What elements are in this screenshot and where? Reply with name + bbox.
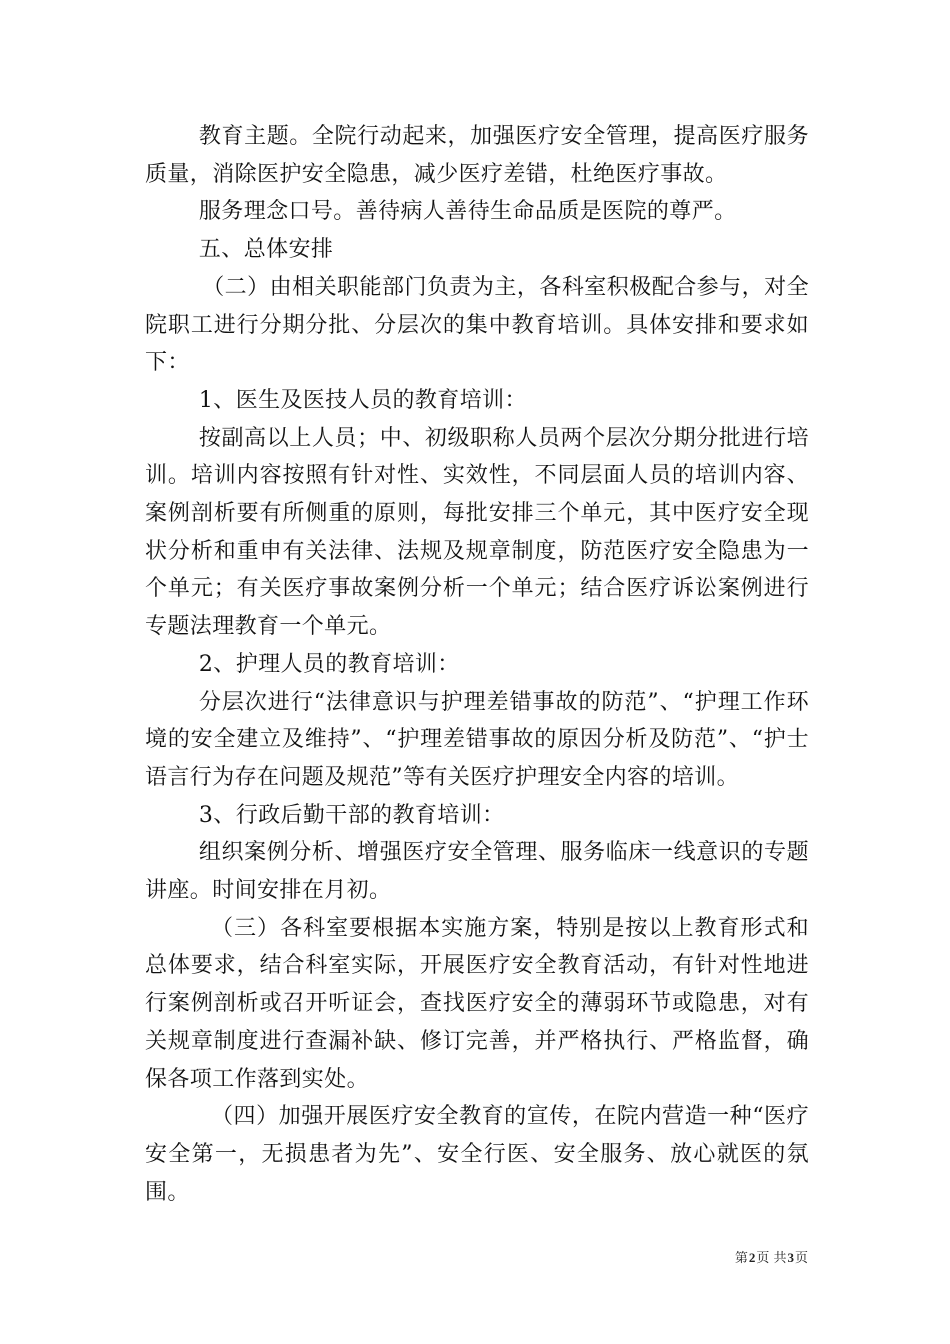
paragraph-education-theme: 教育主题。全院行动起来，加强医疗安全管理，提高医疗服务质量，消除医护安全隐患，减少医疗差错，杜绝医疗事故。 (145, 124, 809, 187)
subheading-nurses-training: 2、护理人员的教育培训： (198, 651, 460, 677)
page-number-footer (735, 1247, 808, 1266)
paragraph-service-slogan: 服务理念口号。善待病人善待生命品质是医院的尊严。 (198, 199, 737, 225)
subheading-doctors-training: 1、医生及医技人员的教育培训： (198, 387, 527, 413)
paragraph-nurses-training: 分层次进行“法律意识与护理差错事故的防范”、“护理工作环境的安全建立及维持”、“护理差错事故的原因分析及防范”、“护士语言行为存在问题及规范”等有关医疗护理安全内容的培训。 (145, 689, 809, 790)
footer-prefix: 第 (734, 1251, 748, 1266)
section-heading-overall-arrangement: 五、总体安排 (198, 237, 334, 263)
paragraph-item-2: （二）由相关职能部门负责为主，各科室积极配合参与，对全院职工进行分期分批、分层次的集中教育培训。具体安排和要求如下： (145, 274, 809, 376)
footer-suffix: 页 (794, 1251, 808, 1266)
footer-total-pages: 3 (787, 1250, 794, 1265)
footer-current-page: 2 (748, 1250, 756, 1265)
document-body (145, 118, 809, 1211)
paragraph-item-3: （三）各科室要根据本实施方案，特别是按以上教育形式和总体要求，结合科室实际，开展医疗安全教育活动，有针对性地进行案例剖析或召开听证会，查找医疗安全的薄弱环节或隐患，对有关规章制度进行查漏补缺、修订完善，并严格执行、严格监督，确保各项工作落到实处。 (145, 915, 809, 1092)
paragraph-item-4: （四）加强开展医疗安全教育的宣传，在院内营造一种“医疗安全第一，无损患者为先”、安全行医、安全服务、放心就医的氛围。 (145, 1104, 809, 1205)
subheading-admin-training: 3、行政后勤干部的教育培训： (198, 802, 505, 828)
paragraph-admin-training: 组织案例分析、增强医疗安全管理、服务临床一线意识的专题讲座。时间安排在月初。 (145, 840, 809, 904)
paragraph-doctors-training: 按副高以上人员；中、初级职称人员两个层次分期分批进行培训。培训内容按照有针对性、实效性，不同层面人员的培训内容、案例剖析要有所侧重的原则，每批安排三个单元，其中医疗安全现状分析和重申有关法律、法规及规章制度，防范医疗安全隐患为一个单元；有关医疗事故案例分析一个单元；结合医疗诉讼案例进行专题法理教育一个单元。 (145, 425, 809, 640)
footer-middle: 页 共 (756, 1251, 787, 1266)
